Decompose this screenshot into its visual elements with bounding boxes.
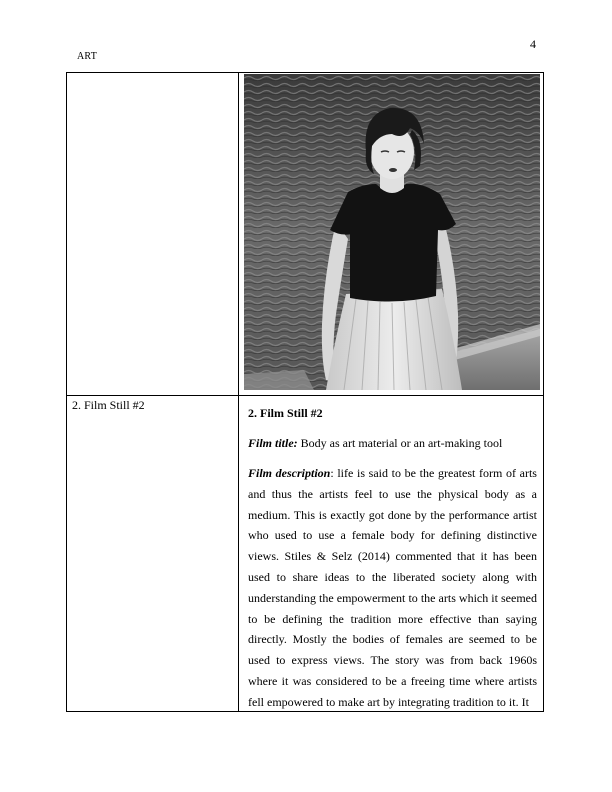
film-title-value: Body as art material or an art-making tool: [297, 436, 503, 450]
photo-cell: [239, 73, 544, 396]
film-still-table: [66, 72, 544, 712]
film-title-label: Film title:: [248, 436, 298, 450]
film-description: [248, 463, 537, 711]
film-still-photo: [244, 74, 540, 390]
row-label: 2. Film Still #2: [72, 398, 145, 412]
film-still-2-row: [67, 396, 544, 712]
film-description-label: Film description: [248, 466, 331, 480]
row-label-cell: [67, 396, 239, 712]
film-description-text: : life is said to be the greatest form of arts and thus the artists feel to use the physical body as a medium. This is exactly got done by the performance artist who used to use a female body for defining distinctive views. Stiles & Selz (2014) commented that it has been used to share ideas to the liberated society along with understanding the empowerment to the arts which it seemed to be defining the tradition more effective than saying directly. Mostly the bodies of females are seemed to be used to express views. The story was from back 1960s where it was considered to be a freeing time where artists fell empowered to make art by integrating tradition to it. It: [248, 466, 537, 709]
description-cell: [239, 396, 544, 712]
empty-left-cell: [67, 73, 239, 396]
photo-row: [67, 73, 544, 396]
film-title-line: [248, 433, 537, 453]
film-still-heading: 2. Film Still #2: [248, 406, 323, 420]
page-number: 4: [530, 37, 536, 51]
running-head: ART: [77, 51, 97, 62]
